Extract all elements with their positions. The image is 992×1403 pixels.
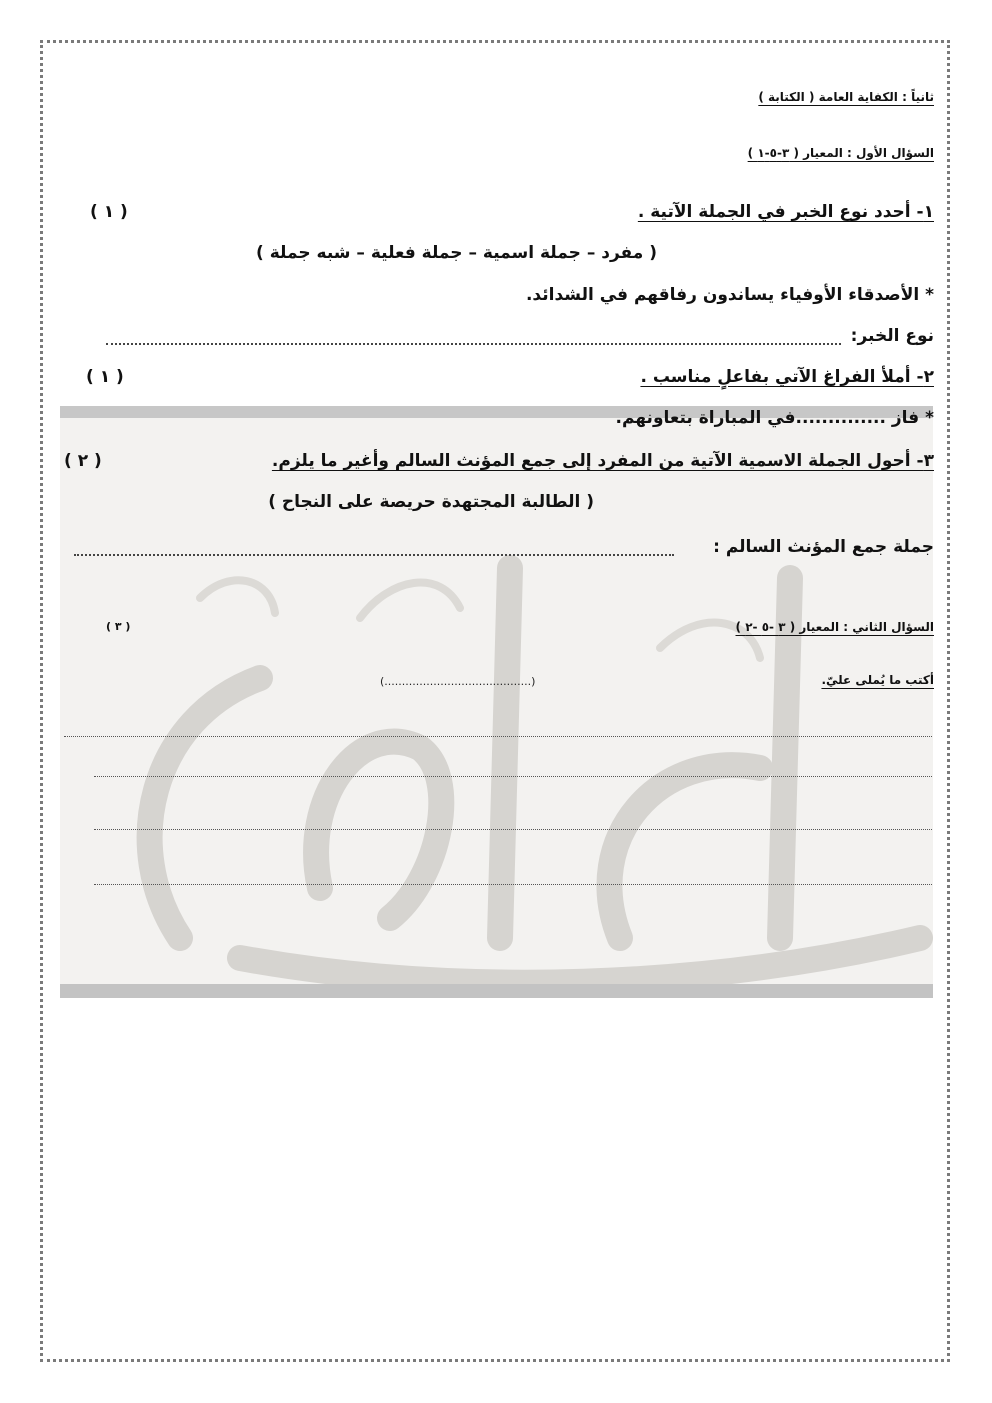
q1-item3-prompt: ٣- أحول الجملة الاسمية الآتية من المفرد إلى جمع المؤنث السالم وأغير ما يلزم. xyxy=(271,451,934,471)
q2-score: ( ٣ ) xyxy=(106,620,131,633)
q1-item1-answer-label: نوع الخبر: xyxy=(850,326,934,346)
q1-item3-answer-field[interactable] xyxy=(74,554,674,556)
q2-instruction: أكتب ما يُملى عليّ. xyxy=(821,673,934,687)
dictation-line-2[interactable] xyxy=(94,776,932,777)
q1-item1-options: ( مفرد – جملة اسمية – جملة فعلية – شبه جملة ) xyxy=(256,243,657,263)
q1-item2-sentence: * فاز ..............في المباراة بتعاونهم. xyxy=(615,408,934,428)
question-2-header: السؤال الثاني : المعيار ( ٣ -٥ -٢ ) xyxy=(735,620,934,634)
q1-item2-score: ( ١ ) xyxy=(86,367,124,387)
dictation-line-4[interactable] xyxy=(94,884,932,885)
q1-item3-score: ( ٢ ) xyxy=(64,451,102,471)
question-1-header: السؤال الأول : المعيار ( ٣-٥-١ ) xyxy=(747,146,934,160)
q1-item3-answer-label: جملة جمع المؤنث السالم : xyxy=(713,537,934,557)
q2-inline-blank[interactable]: (..........................................) xyxy=(380,675,536,688)
q1-item1-score: ( ١ ) xyxy=(90,202,128,222)
q1-item1-answer-field[interactable] xyxy=(106,343,841,345)
section-title: ثانياً : الكفاية العامة ( الكتابة ) xyxy=(758,90,934,104)
q1-item3-sentence: ( الطالبة المجتهدة حريصة على النجاح ) xyxy=(268,492,594,512)
q1-item1-prompt: ١- أحدد نوع الخبر في الجملة الآتية . xyxy=(637,202,934,222)
dictation-line-3[interactable] xyxy=(94,829,932,830)
q1-item1-sentence: * الأصدقاء الأوفياء يساندون رفاقهم في الشدائد. xyxy=(525,285,934,305)
q1-item2-prompt: ٢- أملأ الفراغ الآتي بفاعلٍ مناسب . xyxy=(640,367,934,387)
dictation-line-1[interactable] xyxy=(64,736,932,737)
